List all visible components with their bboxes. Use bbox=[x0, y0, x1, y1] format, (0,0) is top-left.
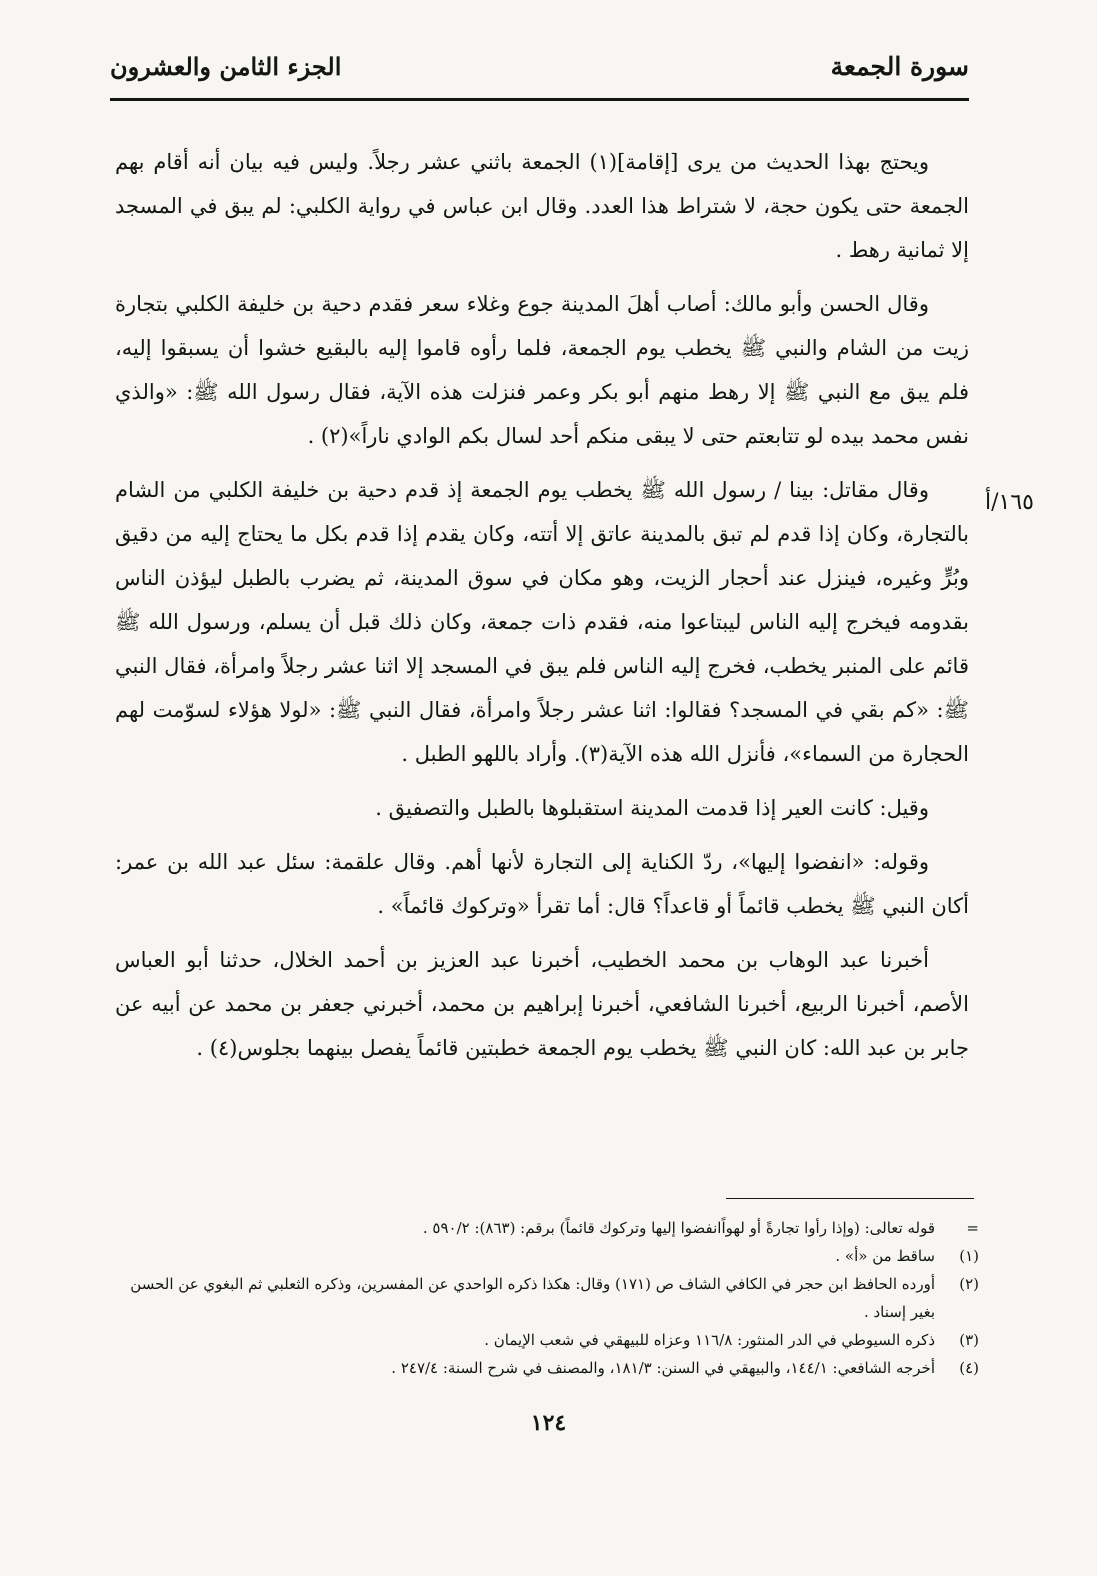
footnote-number: (٣) bbox=[959, 1331, 979, 1349]
paragraph-5: وقوله: «انفضوا إليها»، ردّ الكناية إلى التجارة لأنها أهم. وقال علقمة: سئل عبد الله بن عمر: أكان النبي ﷺ يخطب قائماً أو قاعداً؟ قال: أما تقرأ «وتركوك قائماً» . bbox=[115, 850, 969, 918]
footnote-rule bbox=[726, 1198, 974, 1199]
footnote-number: (٢) bbox=[959, 1275, 979, 1293]
page-number: ١٢٤ bbox=[530, 1410, 567, 1436]
main-text bbox=[115, 140, 969, 1080]
footnote-number: = bbox=[966, 1219, 979, 1237]
footnote-text: قوله تعالى: (وإذا رأوا تجارةً أو لهواًانفضوا إليها وتركوك قائماً) برقم: (٨٦٣): ٥٩٠/٢ . bbox=[422, 1219, 935, 1237]
footnote-text: ساقط من «أ» . bbox=[835, 1247, 935, 1265]
paragraph-2: وقال الحسن وأبو مالك: أصاب أهلَ المدينة جوع وغلاء سعر فقدم دحية بن خليفة الكلبي بتجارة زيت من الشام والنبي ﷺ يخطب يوم الجمعة، فلما رأوه قاموا إليه بالبقيع خشوا أن يسبقوا إليه، فلم يبق مع النبي ﷺ إلا رهط منهم أبو بكر وعمر فنزلت هذه الآية، فقال رسول الله ﷺ: «والذي نفس محمد بيده لو تتابعتم حتى لا يبقى منكم أحد لسال بكم الوادي ناراً»(٢) . bbox=[115, 292, 969, 448]
paragraph-4: وقيل: كانت العير إذا قدمت المدينة استقبلوها بالطبل والتصفيق . bbox=[375, 796, 929, 820]
paragraph-3: وقال مقاتل: بينا / رسول الله ﷺ يخطب يوم الجمعة إذ قدم دحية بن خليفة الكلبي من الشام بالتجارة، وكان إذا قدم لم تبق بالمدينة عاتق إلا أتته، وكان يقدم إذا قدم بكل ما يحتاج إليه من دقيق وبُرٍّ وغيره، فينزل عند أحجار الزيت، وهو مكان في سوق المدينة، ثم يضرب بالطبل ليؤذن الناس بقدومه فيخرج إليه الناس ليبتاعوا منه، فقدم ذات جمعة، وكان ذلك قبل أن يسلم، ورسول الله ﷺ قائم على المنبر يخطب، فخرج إليه الناس فلم يبق في المسجد إلا اثنا عشر رجلاً وامرأة، فقال النبي ﷺ: «كم بقي في المسجد؟ فقالوا: اثنا عشر رجلاً وامرأة، فقال النبي ﷺ: «لولا هؤلاء لسوّمت لهم الحجارة من السماء»، فأنزل الله هذه الآية(٣). وأراد باللهو الطبل . bbox=[115, 478, 969, 766]
footnote-text: ذكره السيوطي في الدر المنثور: ١١٦/٨ وعزاه للبيهقي في شعب الإيمان . bbox=[484, 1331, 935, 1349]
footnote bbox=[115, 1242, 979, 1270]
footnote bbox=[115, 1354, 979, 1382]
paragraph-6: أخبرنا عبد الوهاب بن محمد الخطيب، أخبرنا عبد العزيز بن أحمد الخلال، حدثنا أبو العباس الأصم، أخبرنا الربيع، أخبرنا الشافعي، أخبرنا إبراهيم بن محمد، أخبرني جعفر بن محمد عن أبيه عن جابر بن عبد الله: كان النبي ﷺ يخطب يوم الجمعة خطبتين قائماً يفصل بينهما بجلوس(٤) . bbox=[115, 948, 969, 1060]
footnote-number: (١) bbox=[959, 1247, 979, 1265]
footnote bbox=[115, 1214, 979, 1242]
footnotes bbox=[115, 1214, 979, 1382]
footnote-text: أخرجه الشافعي: ١٤٤/١، والبيهقي في السنن: ١٨١/٣، والمصنف في شرح السنة: ٢٤٧/٤ . bbox=[391, 1359, 935, 1377]
footnote bbox=[115, 1326, 979, 1354]
footnote-number: (٤) bbox=[959, 1359, 979, 1377]
header-rule bbox=[110, 98, 969, 101]
manuscript-folio-note: ١٦٥/أ bbox=[985, 490, 1034, 515]
juz-title: الجزء الثامن والعشرون bbox=[110, 52, 342, 81]
footnote bbox=[115, 1270, 979, 1326]
surah-title: سورة الجمعة bbox=[830, 52, 969, 81]
paragraph-1: ويحتج بهذا الحديث من يرى [إقامة](١) الجمعة باثني عشر رجلاً. وليس فيه بيان أنه أقام بهم الجمعة حتى يكون حجة، لا شتراط هذا العدد. وقال ابن عباس في رواية الكلبي: لم يبق في المسجد إلا ثمانية رهط . bbox=[115, 150, 969, 262]
footnote-text: أورده الحافظ ابن حجر في الكافي الشاف ص (١٧١) وقال: هكذا ذكره الواحدي عن المفسرين، وذكره الثعلبي ثم البغوي عن الحسن بغير إسناد . bbox=[130, 1275, 935, 1321]
running-header bbox=[110, 40, 969, 100]
